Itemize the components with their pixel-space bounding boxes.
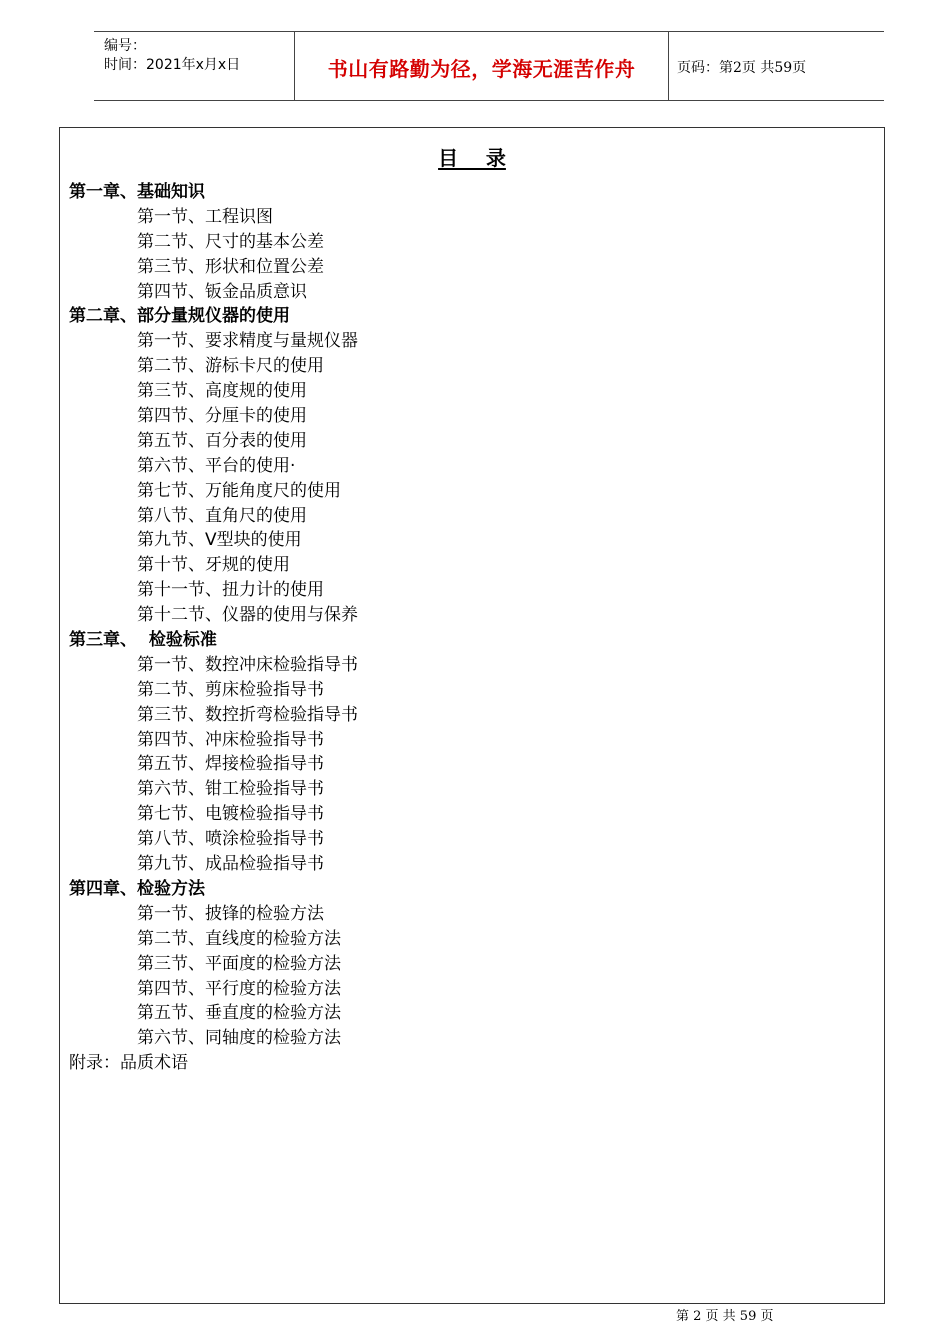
toc-section: 第十一节、扭力计的使用: [137, 580, 324, 601]
toc-section: 第三节、高度规的使用: [137, 381, 307, 402]
toc-section: 第三节、平面度的检验方法: [137, 953, 341, 974]
toc-section: 第六节、平台的使用·: [137, 455, 296, 476]
toc-section: 第八节、喷涂检验指导书: [137, 829, 324, 850]
toc-section: 第二节、游标卡尺的使用: [137, 356, 324, 377]
toc-section: 第一节、披锋的检验方法: [137, 903, 324, 924]
document-time-label: 时间：2021年x月x日: [104, 57, 241, 73]
toc-section: 第五节、垂直度的检验方法: [137, 1003, 341, 1024]
document-number-label: 编号：: [104, 38, 146, 54]
toc-section: 第十二节、仪器的使用与保养: [137, 605, 358, 626]
toc-section: 第二节、尺寸的基本公差: [137, 231, 324, 252]
toc-section: 第一节、数控冲床检验指导书: [137, 654, 358, 675]
toc-section: 第三节、形状和位置公差: [137, 256, 324, 277]
toc-section: 第一节、要求精度与量规仪器: [137, 331, 358, 352]
toc-section: 第二节、直线度的检验方法: [137, 928, 341, 949]
toc-section: 第五节、百分表的使用: [137, 430, 307, 451]
toc-chapter: 第三章、 检验标准: [69, 630, 217, 651]
toc-section: 第九节、V型块的使用: [137, 530, 302, 551]
toc-title: 目 录: [438, 146, 506, 170]
toc-section: 第十节、牙规的使用: [137, 555, 290, 576]
toc-list: [69, 180, 358, 1076]
toc-appendix: 附录：品质术语: [69, 1053, 188, 1074]
toc-chapter: 第二章、部分量规仪器的使用: [69, 306, 290, 327]
toc-chapter: 第四章、检验方法: [69, 878, 205, 899]
toc-section: 第四节、钣金品质意识: [137, 281, 307, 302]
toc-section: 第四节、平行度的检验方法: [137, 978, 341, 999]
toc-section: 第七节、电镀检验指导书: [137, 804, 324, 825]
toc-section: 第五节、焊接检验指导书: [137, 754, 324, 775]
page-footer: 第 2 页 共 59 页: [676, 1309, 774, 1324]
toc-section: 第四节、冲床检验指导书: [137, 729, 324, 750]
toc-section: 第六节、钳工检验指导书: [137, 779, 324, 800]
toc-chapter: 第一章、基础知识: [69, 182, 205, 202]
toc-section: 第八节、直角尺的使用: [137, 505, 307, 526]
toc-section: 第二节、剪床检验指导书: [137, 679, 324, 700]
header-page-cell: [669, 32, 884, 100]
toc-section: 第六节、同轴度的检验方法: [137, 1028, 341, 1049]
toc-section: 第九节、成品检验指导书: [137, 854, 324, 875]
header-meta-cell: [94, 32, 295, 100]
content-frame: [59, 127, 885, 1304]
page-header: [94, 31, 884, 101]
header-page-info: 页码：第2页 共59页: [677, 60, 807, 76]
toc-section: 第三节、数控折弯检验指导书: [137, 704, 358, 725]
header-motto-cell: [295, 32, 669, 100]
toc-section: 第七节、万能角度尺的使用: [137, 480, 341, 501]
toc-section: 第一节、工程识图: [137, 206, 273, 227]
toc-section: 第四节、分厘卡的使用: [137, 406, 307, 427]
header-motto: 书山有路勤为径，学海无涯苦作舟: [327, 57, 636, 81]
